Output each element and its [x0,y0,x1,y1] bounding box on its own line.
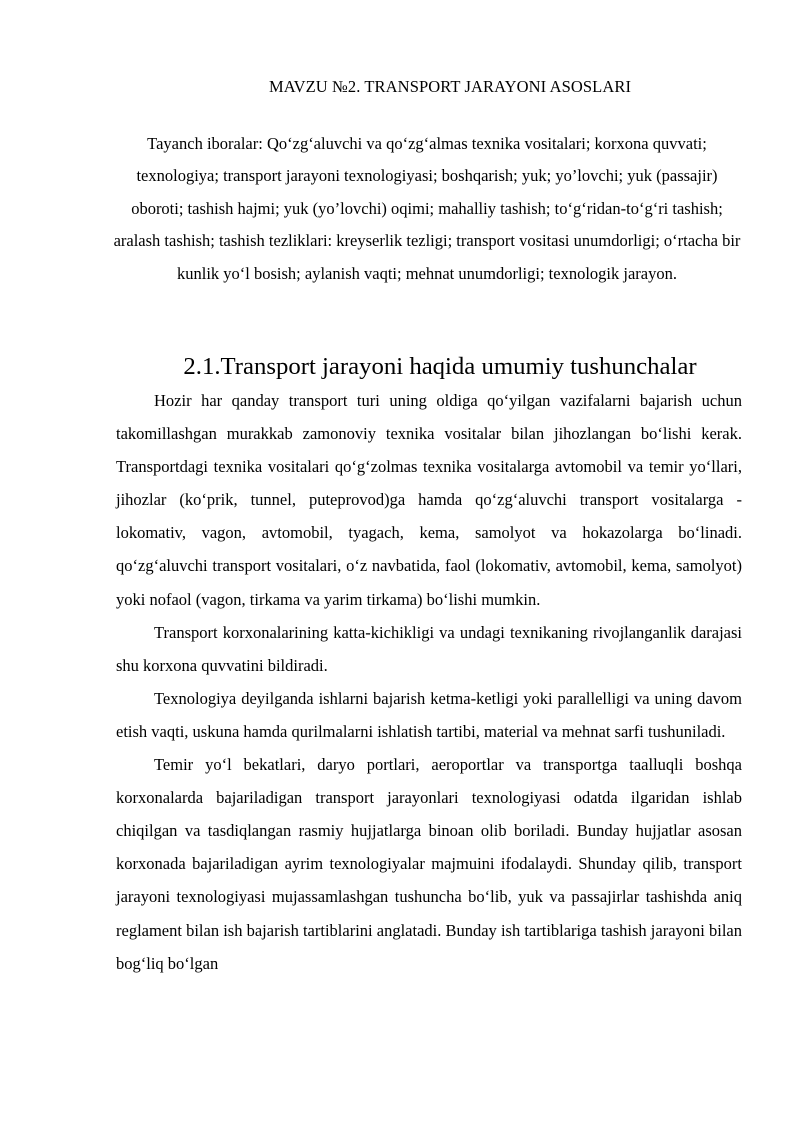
keywords-paragraph: Tayanch iboralar: Qo‘zg‘aluvchi va qo‘zg‘almas texnika vositalari; korxona quvvati; texnologiya; transport jarayoni texnologiyasi; boshqarish; yuk; yo’lovchi; yuk (passajir) oboroti; tashish hajmi; yuk (yo’lovchi) oqimi; mahalliy tashish; to‘g‘ridan-to‘g‘ri tashish; aralash tashish; tashish tezliklari: kreyserlik tezligi; transport vositasi unumdorligi; o‘rtacha bir kunlik yo‘l bosish; aylanish vaqti; mehnat unumdorligi; texnologik jarayon. [113,134,741,283]
body-paragraph: Hozir har qanday transport turi uning oldiga qo‘yilgan vazifalarni bajarish uchun takomillashgan murakkab zamonoviy texnika vositalar bilan jihozlangan bo‘lishi kerak. Transportdagi texnika vositalari qo‘g‘zolmas texnika vositalarga avtomobil va temir yo‘llari, jihozlar (ko‘prik, tunnel, puteprovod)ga hamda qo‘zg‘aluvchi transport vositalarga - lokomativ, vagon, avtomobil, tyagach, kema, samolyot va hokazolarga bo‘linadi. qo‘zg‘aluvchi transport vositalari, o‘z navbatida, faol (lokomativ, avtomobil, kema, samolyot) yoki nofaol (vagon, tirkama va yarim tirkama) bo‘lishi mumkin. [116,391,742,609]
section-heading: 2.1.Transport jarayoni haqida umumiy tushunchalar [183,353,697,380]
body-paragraph: Temir yo‘l bekatlari, daryo portlari, aeroportlar va transportga taalluqli boshqa korxonalarda bajariladigan transport jarayonlari texnologiyasi odatda ilgaridan ishlab chiqilgan va tasdiqlangan rasmiy hujjatlarga binoan olib boriladi. Bunday hujjatlar asosan korxonada bajariladigan ayrim texnologiyalar majmuini ifodalaydi. Shunday qilib, transport jarayoni texnologiyasi mujassamlashgan tushuncha bo‘lib, yuk va passajirlar tashishda aniq reglament bilan ish bajarish tartiblarini anglatadi. Bunday ish tartiblariga tashish jarayoni bilan bog‘liq bo‘lgan [116,755,742,973]
page-title: MAVZU №2. TRANSPORT JARAYONI ASOSLARI [268,77,632,96]
body-paragraph: Texnologiya deyilganda ishlarni bajarish ketma-ketligi yoki parallelligi va uning davom etish vaqti, uskuna hamda qurilmalarni ishlatish tartibi, material va mehnat sarfi tushuniladi. [116,688,742,741]
body-paragraph: Transport korxonalarining katta-kichikligi va undagi texnikaning rivojlanganlik darajasi shu korxona quvvatini bildiradi. [116,622,742,675]
body-text [116,384,742,980]
